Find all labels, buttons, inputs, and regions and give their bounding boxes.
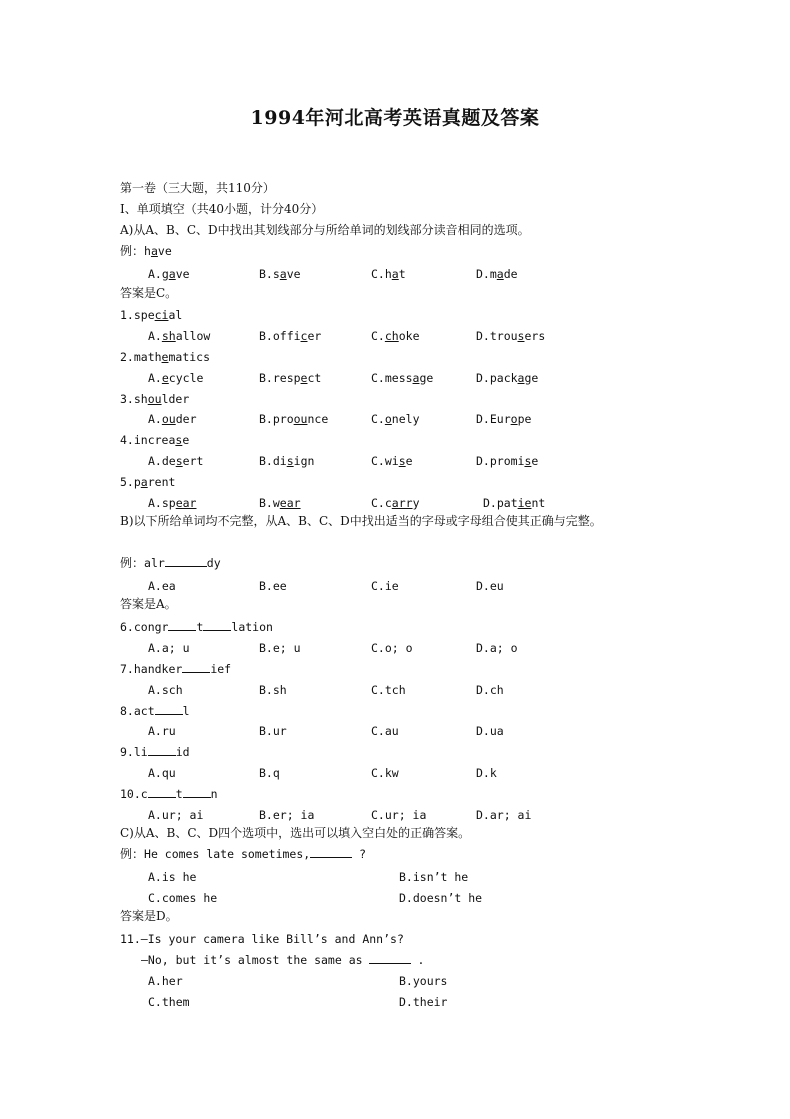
- question-6-stem: 6.congr t lation: [120, 620, 273, 634]
- example-a-answer: 答案是C。: [120, 286, 178, 300]
- section-a-instruction: A)从A、B、C、D中找出其划线部分与所给单词的划线部分读音相同的选项。: [120, 223, 530, 237]
- q3-option-a: A.ouder: [148, 412, 197, 426]
- exb-option-b: B.ee: [259, 579, 287, 593]
- q7-option-d: D.ch: [476, 683, 504, 697]
- question-8-stem: 8.act l: [120, 704, 190, 718]
- question-11-line2: —No, but it’s almost the same as .: [141, 953, 425, 967]
- option-c: C.hat: [371, 267, 406, 281]
- question-9-stem: 9.li id: [120, 745, 190, 759]
- q8-option-d: D.ua: [476, 724, 504, 738]
- exc-option-a: A.is he: [148, 870, 197, 884]
- question-5-stem: 5.parent: [120, 475, 176, 489]
- q4-option-a: A.desert: [148, 454, 204, 468]
- q5-option-c: C.carry: [371, 496, 420, 510]
- q2-option-d: D.package: [476, 371, 539, 385]
- exc-option-c: C.comes he: [148, 891, 218, 905]
- q6-option-c: C.o; o: [371, 641, 413, 655]
- q11-option-d: D.their: [399, 995, 448, 1009]
- q4-option-c: C.wise: [371, 454, 413, 468]
- q9-option-b: B.q: [259, 766, 280, 780]
- q2-option-b: B.respect: [259, 371, 322, 385]
- exc-option-d: D.doesn’t he: [399, 891, 483, 905]
- option-d: D.made: [476, 267, 518, 281]
- q11-option-a: A.her: [148, 974, 183, 988]
- q1-option-c: C.choke: [371, 329, 420, 343]
- option-a: A.gave: [148, 267, 190, 281]
- example-b-stem: 例：alr dy: [120, 556, 221, 570]
- section-b-instruction: B)以下所给单词均不完整，从A、B、C、D中找出适当的字母或字母组合使其正确与完整。: [120, 514, 602, 528]
- option-b: B.save: [259, 267, 301, 281]
- document-title: 1994年河北高考英语真题及答案: [250, 107, 540, 129]
- q9-option-c: C.kw: [371, 766, 399, 780]
- q2-option-a: A.ecycle: [148, 371, 204, 385]
- q5-option-b: B.wear: [259, 496, 301, 510]
- q7-option-c: C.tch: [371, 683, 406, 697]
- q5-option-d: D.patient: [483, 496, 546, 510]
- q10-option-a: A.ur; ai: [148, 808, 204, 822]
- example-c-answer: 答案是D。: [120, 909, 178, 923]
- q2-option-c: C.message: [371, 371, 434, 385]
- question-10-stem: 10.c t n: [120, 787, 218, 801]
- q3-option-b: B.proounce: [259, 412, 329, 426]
- q9-option-a: A.qu: [148, 766, 176, 780]
- exb-option-c: C.ie: [371, 579, 399, 593]
- q5-option-a: A.spear: [148, 496, 197, 510]
- question-2-stem: 2.mathematics: [120, 350, 211, 364]
- q8-option-a: A.ru: [148, 724, 176, 738]
- q3-option-d: D.Europe: [476, 412, 532, 426]
- example-b-answer: 答案是A。: [120, 597, 177, 611]
- q1-option-b: B.officer: [259, 329, 322, 343]
- q11-option-c: C.them: [148, 995, 190, 1009]
- q8-option-c: C.au: [371, 724, 399, 738]
- q11-option-b: B.yours: [399, 974, 448, 988]
- q7-option-a: A.sch: [148, 683, 183, 697]
- q7-option-b: B.sh: [259, 683, 287, 697]
- q6-option-b: B.e; u: [259, 641, 301, 655]
- exb-option-d: D.eu: [476, 579, 504, 593]
- question-3-stem: 3.shoulder: [120, 392, 190, 406]
- q10-option-c: C.ur; ia: [371, 808, 427, 822]
- q6-option-d: D.a; o: [476, 641, 518, 655]
- part-heading: 第一卷（三大题，共110分）: [120, 181, 275, 195]
- question-7-stem: 7.handker ief: [120, 662, 232, 676]
- question-11-line1: 11.—Is your camera like Bill’s and Ann’s?: [120, 932, 404, 946]
- question-1-stem: 1.special: [120, 308, 183, 322]
- q8-option-b: B.ur: [259, 724, 287, 738]
- q10-option-b: B.er; ia: [259, 808, 315, 822]
- q6-option-a: A.a; u: [148, 641, 190, 655]
- q4-option-d: D.promise: [476, 454, 539, 468]
- q4-option-b: B.disign: [259, 454, 315, 468]
- example-label: 例：: [120, 244, 145, 258]
- exb-option-a: A.ea: [148, 579, 176, 593]
- q1-option-a: A.shallow: [148, 329, 211, 343]
- section-heading: I、单项填空（共40小题，计分40分）: [120, 202, 324, 216]
- q3-option-c: C.onely: [371, 412, 420, 426]
- section-c-instruction: C)从A、B、C、D四个选项中，选出可以填入空白处的正确答案。: [120, 826, 471, 840]
- q1-option-d: D.trousers: [476, 329, 546, 343]
- q9-option-d: D.k: [476, 766, 497, 780]
- q10-option-d: D.ar; ai: [476, 808, 532, 822]
- example-c-stem: 例：He comes late sometimes, ?: [120, 847, 367, 861]
- question-4-stem: 4.increase: [120, 433, 190, 447]
- example-a-stem: 例：have: [120, 244, 172, 258]
- exc-option-b: B.isn’t he: [399, 870, 469, 884]
